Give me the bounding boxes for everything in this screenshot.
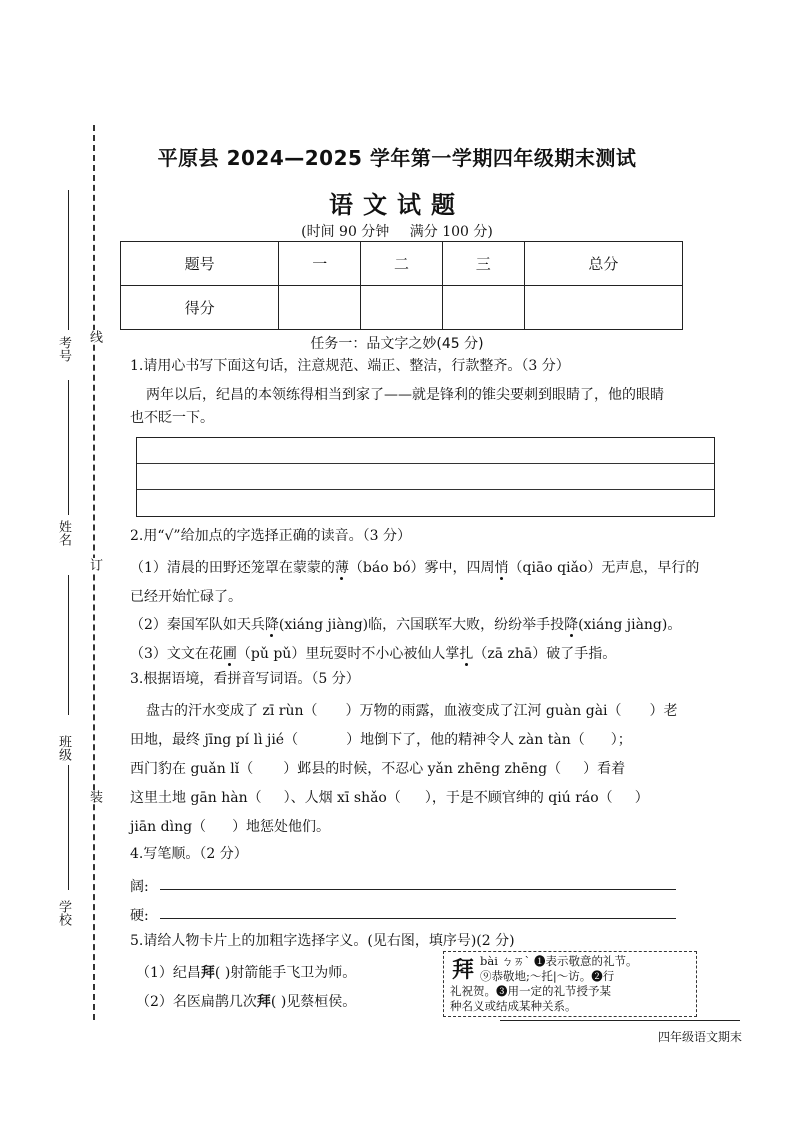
dotted-char: 扎: [459, 646, 474, 662]
q2-item3: [130, 643, 616, 663]
q2-item2-text: （2）秦国军队如天兵: [130, 617, 265, 633]
q2-stem: 2.用“√”给加点的字选择正确的读音。（3 分）: [130, 528, 411, 544]
exam-time-info: [0, 221, 794, 241]
score-row-label: 得分: [121, 286, 279, 330]
q3-text: ）: [634, 790, 649, 806]
q1-writing-line: [137, 489, 714, 490]
page-footer: 四年级语文期末: [657, 1030, 742, 1044]
q3-text: jiān dìng（: [130, 819, 207, 835]
footer-divider: [500, 1020, 740, 1021]
binding-label-kaohao: 考号: [56, 336, 71, 362]
q4-item-kuo: 阔:: [130, 879, 149, 895]
dotted-char: 悄: [494, 560, 509, 576]
dictionary-line3: 礼祝贺。❸用一定的礼节授予某: [450, 984, 611, 998]
binding-blank-xingming: [68, 380, 69, 515]
score-table-header: 三: [442, 242, 524, 286]
q4-answer-line-ying[interactable]: [160, 918, 676, 919]
binding-dashed-line: [93, 125, 95, 1020]
score-table-header: 二: [361, 242, 443, 286]
dictionary-line1: bài ㄅㄞˋ ❶表示敬意的礼节。: [480, 954, 638, 968]
q5-text: （1）纪昌: [136, 965, 201, 981]
q1-passage-line1: 两年以后，纪昌的本领练得相当到家了——就是锋利的锥尖要刺到眼睛了，他的眼睛: [146, 387, 664, 403]
exam-time: (时间 90 分钟: [301, 224, 390, 240]
q2-item1-text: （qiāo qiǎo）无声息，早行的: [508, 560, 700, 576]
q2-item1: [130, 557, 699, 577]
score-cell[interactable]: [524, 286, 682, 330]
q2-item3-text: （zā zhā）破了手指。: [473, 646, 617, 662]
q3-text: ）地倒下了，他的精神令人 zàn tàn（: [346, 732, 585, 748]
q2-item3-text: （3）文文在花: [130, 646, 223, 662]
task1-title: 任务一：品文字之妙(45 分): [310, 336, 484, 352]
dotted-char: 薄: [334, 560, 349, 576]
score-table-header: 一: [279, 242, 361, 286]
q3-line3: [130, 758, 625, 778]
q2-item3-text: （pǔ pǔ）里玩耍时不小心被仙人掌: [236, 646, 460, 662]
q3-stem: 3.根据语境，看拼音写词语。（5 分）: [130, 671, 360, 687]
q1-passage-line2: 也不眨一下。: [130, 410, 214, 426]
dotted-char: 降: [264, 617, 279, 633]
q3-text: ）；: [610, 732, 632, 748]
q2-item1-text: （1）清晨的田野还笼罩在蒙蒙的: [130, 560, 335, 576]
binding-label-ding: 订: [87, 558, 102, 571]
q4-answer-line-kuo[interactable]: [160, 889, 676, 890]
exam-title: 平原县 2024—2025 学年第一学期四年级期末测试: [157, 146, 637, 170]
binding-label-xingming: 姓名: [56, 520, 71, 546]
score-table-header: 题号: [121, 242, 279, 286]
binding-label-banji: 班级: [56, 735, 71, 761]
q3-text: ）地惩处他们。: [232, 819, 331, 835]
binding-label-xian: 线: [87, 330, 102, 343]
q5-item2: [136, 991, 356, 1011]
q3-text: 盘古的汗水变成了 zī rùn（: [146, 703, 318, 719]
binding-label-zhuang: 装: [87, 790, 102, 803]
q3-line5: [130, 816, 330, 836]
dotted-char: 降: [564, 617, 579, 633]
q1-stem: 1.请用心书写下面这句话，注意规范、端正、整洁，行款整齐。（3 分）: [130, 358, 570, 374]
q5-stem: 5.请给人物卡片上的加粗字选择字义。(见右图，填序号)(2 分): [130, 933, 515, 949]
score-cell[interactable]: [361, 286, 443, 330]
binding-blank-banji: [68, 575, 69, 715]
q5-bold-char: 拜: [256, 994, 271, 1010]
binding-blank-xuexiao: [68, 765, 69, 890]
q2-item2-text: (xiáng jiàng)临，六国联军大败，纷纷举手投: [278, 617, 565, 633]
q3-line1: [146, 700, 678, 720]
q2-item1-cont: 已经开始忙碌了。: [130, 589, 242, 605]
q5-bold-char: 拜: [200, 965, 215, 981]
score-table-header: 总分: [524, 242, 682, 286]
q3-text: ）邺县的时候，不忍心 yǎn zhēng zhēng（: [283, 761, 562, 777]
exam-subtitle: 语文试题: [329, 191, 465, 219]
q1-writing-line: [137, 463, 714, 464]
q3-line4: [130, 787, 649, 807]
q1-writing-box[interactable]: [136, 437, 715, 517]
score-cell[interactable]: [442, 286, 524, 330]
dictionary-line4: 种名义或结成某种关系。: [450, 999, 577, 1013]
q5-text: ( )射箭能手飞卫为师。: [214, 965, 357, 981]
q5-text: ( )见蔡桓侯。: [270, 994, 357, 1010]
q5-item1: [136, 962, 356, 982]
q5-text: （2）名医扁鹊几次: [136, 994, 257, 1010]
q4-stem: 4.写笔顺。（2 分）: [130, 846, 248, 862]
q3-text: 这里土地 gān hàn（: [130, 790, 262, 806]
q2-item2-text: (xiáng jiàng)。: [578, 617, 682, 633]
dictionary-card: [443, 951, 697, 1017]
exam-full-score: 满分 100 分): [409, 224, 493, 240]
score-cell[interactable]: [279, 286, 361, 330]
dotted-char: 圃: [222, 646, 237, 662]
q3-text: ）看着: [583, 761, 626, 777]
dictionary-line2: ⑨恭敬地;～托|～访。❷行: [480, 969, 615, 983]
score-table: [120, 241, 683, 330]
q3-text: 田地，最终 jīng pí lì jié（: [130, 732, 299, 748]
q2-item1-text: （báo bó）雾中，四周: [348, 560, 495, 576]
binding-label-xuexiao: 学校: [56, 900, 71, 926]
dictionary-char: 拜: [452, 957, 475, 983]
q4-item-ying: 硬:: [130, 908, 149, 924]
q3-text: ），于是不顾官绅的 qiú ráo（: [424, 790, 613, 806]
q3-text: ）、人烟 xī shǎo（: [283, 790, 401, 806]
q3-text: ）老: [649, 703, 678, 719]
q2-item2: [130, 614, 681, 634]
q3-line2: [130, 729, 632, 749]
q3-text: ）万物的雨露，血液变成了江河 guàn gài（: [345, 703, 622, 719]
q3-text: 西门豹在 guǎn lǐ（: [130, 761, 254, 777]
